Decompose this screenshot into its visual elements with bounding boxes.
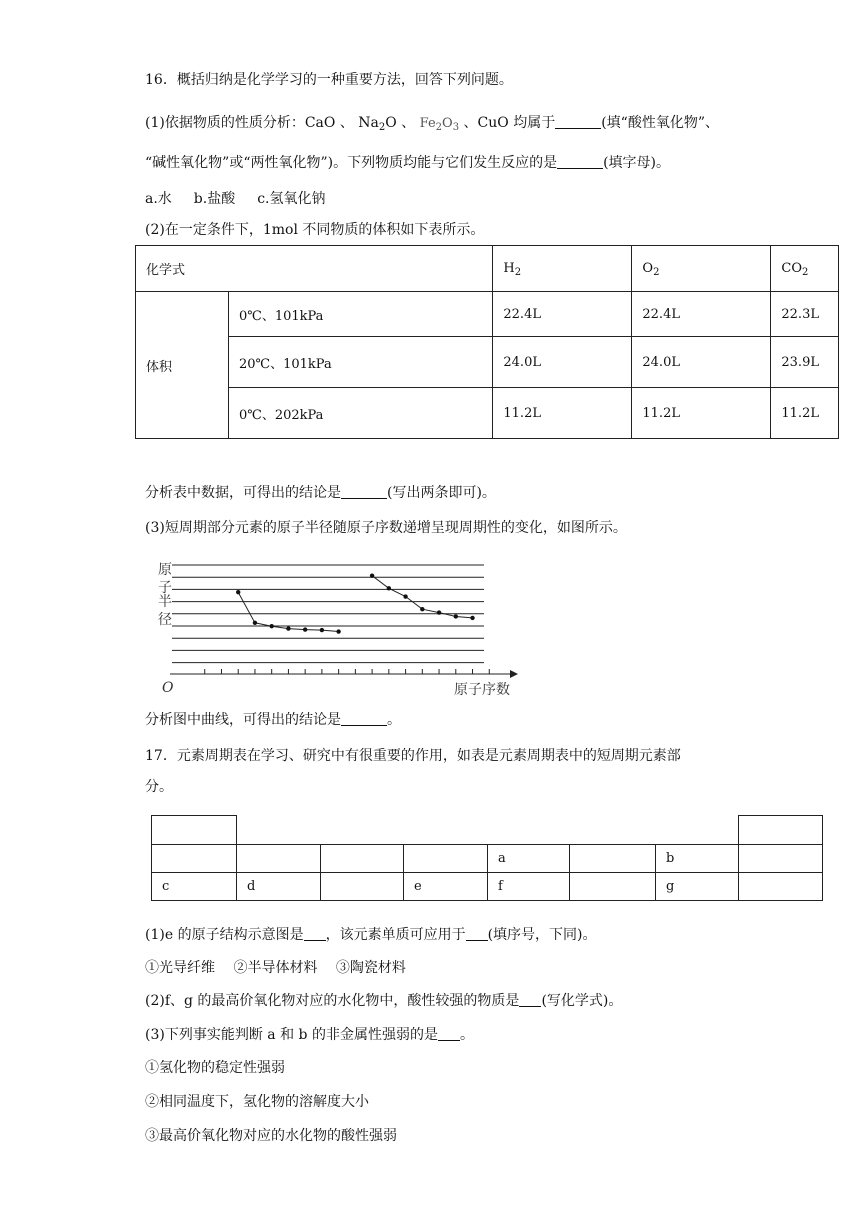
analysis1-suffix: (写出两条即可)。 (387, 485, 496, 501)
q17-part2 (145, 991, 622, 1011)
value-cell: 11.2L (493, 388, 632, 439)
value-cell: 24.0L (632, 337, 771, 388)
q16-options (145, 189, 326, 209)
q16-p1-prefix: (1)依据物质的性质分析：CaO 、 (145, 115, 359, 131)
volume-table (135, 245, 839, 439)
data-point (286, 626, 290, 630)
table-row (152, 873, 823, 901)
q17-p1-suffix: (填序号，下同)。 (487, 927, 597, 943)
value-cell: 22.3L (771, 292, 839, 337)
table-row (136, 337, 839, 388)
condition-cell: 0℃、202kPa (229, 388, 493, 439)
pt-cell (321, 873, 404, 901)
data-point (470, 616, 474, 620)
option-b: b.盐酸 (193, 191, 236, 207)
data-point (403, 594, 407, 598)
answer-blank (341, 711, 387, 726)
pt-gap (237, 816, 739, 845)
data-point (420, 607, 424, 611)
pt-cell (570, 873, 656, 901)
pt-cell (570, 845, 656, 873)
q17-p1-prefix: (1)e 的原子结构示意图是 (145, 927, 304, 943)
q17-p2-suffix: (写化学式)。 (541, 993, 623, 1009)
q17-title-line2: 分。 (145, 779, 173, 795)
ylabel-char: 径 (158, 612, 172, 628)
x-ticks (205, 669, 490, 674)
pt-cell-c: c (152, 873, 237, 901)
value-cell: 24.0L (493, 337, 632, 388)
q16-part2: (2)在一定条件下，1mol 不同物质的体积如下表所示。 (145, 222, 485, 238)
value-cell: 23.9L (771, 337, 839, 388)
data-point (303, 627, 307, 631)
table-row (136, 388, 839, 439)
pt-cell (321, 845, 404, 873)
data-point (253, 621, 257, 625)
table-row (152, 845, 823, 873)
atomic-radius-chart (148, 560, 528, 702)
q17-option-1: ①氢化物的稳定性强弱 (145, 1060, 285, 1076)
pt-cell (152, 816, 237, 845)
pt-cell-g: g (655, 873, 738, 901)
answer-blank (557, 154, 603, 169)
q16-p1-line2-text: “碱性氧化物”或“两性氧化物”)。下列物质均能与它们发生反应的是 (145, 155, 558, 171)
data-point (437, 610, 441, 614)
periodic-table-fragment (151, 815, 823, 901)
pt-cell (739, 873, 823, 901)
ylabel-char: 原 (158, 562, 172, 578)
chart-grid (172, 565, 484, 663)
answer-blank (304, 926, 326, 941)
q16-analysis2 (145, 710, 401, 730)
chart-series (236, 573, 475, 633)
q16-title: 16．概括归纳是化学学习的一种重要方法，回答下列问题。 (145, 72, 513, 88)
answer-blank (519, 992, 541, 1007)
answer-blank (438, 1026, 460, 1041)
formula-fe2o3: $Fe_2O_3$ (419, 116, 460, 133)
pt-cell (237, 845, 321, 873)
pt-cell-b: b (655, 845, 738, 873)
header-formula: 化学式 (136, 246, 493, 292)
ylabel-char: 子 (158, 580, 172, 596)
header-gas-h2: $H_2$ (493, 246, 632, 292)
q17-p1-middle: ，该元素单质可应用于 (325, 927, 466, 943)
q17-part1 (145, 925, 597, 945)
x-axis-arrow (510, 670, 518, 678)
table-header-row (136, 246, 839, 292)
data-point (454, 614, 458, 618)
pt-cell-a: a (488, 845, 570, 873)
pt-cell (152, 845, 237, 873)
data-point (387, 586, 391, 590)
value-cell: 22.4L (493, 292, 632, 337)
analysis1-prefix: 分析表中数据，可得出的结论是 (145, 485, 341, 501)
series-line-2 (372, 576, 472, 618)
header-gas-o2: $O_2$ (632, 246, 771, 292)
header-gas-co2: $CO_2$ (771, 246, 839, 292)
value-cell: 11.2L (771, 388, 839, 439)
data-point (320, 628, 324, 632)
pt-cell (739, 816, 823, 845)
q17-part3 (145, 1025, 474, 1045)
answer-blank (555, 114, 601, 129)
analysis2-suffix: 。 (387, 712, 401, 728)
data-point (370, 573, 374, 577)
table-row (136, 292, 839, 337)
data-point (336, 629, 340, 633)
q16-p1-after: (填“酸性氧化物”、 (601, 115, 719, 131)
q16-p1-suffix: 、CuO 均属于 (459, 115, 556, 131)
answer-blank (466, 926, 488, 941)
pt-cell-e: e (404, 873, 488, 901)
value-cell: 11.2L (632, 388, 771, 439)
pt-cell-d: d (237, 873, 321, 901)
option-a: a.水 (145, 191, 172, 207)
option-c: c.氢氧化钠 (257, 191, 326, 207)
value-cell: 22.4L (632, 292, 771, 337)
ylabel-char: 半 (158, 594, 172, 610)
condition-cell: 20℃、101kPa (229, 337, 493, 388)
q17-p3-prefix: (3)下列事实能判断 a 和 b 的非金属性强弱的是 (145, 1027, 438, 1043)
q16-part3: (3)短周期部分元素的原子半径随原子序数递增呈现周期性的变化，如图所示。 (145, 520, 627, 536)
q17-option-2: ②相同温度下，氢化物的溶解度大小 (145, 1094, 369, 1110)
xlabel: 原子序数 (454, 682, 510, 698)
pt-cell-f: f (488, 873, 570, 901)
q17-p3-suffix: 。 (459, 1027, 474, 1043)
q17-option-3: ③最高价氧化物对应的水化物的酸性强弱 (145, 1128, 397, 1144)
q16-analysis1 (145, 483, 496, 503)
q16-part1-line2 (145, 153, 670, 173)
answer-blank (341, 484, 387, 499)
q16-p1-line2-after: (填字母)。 (603, 155, 671, 171)
q17-title-line1: 17．元素周期表在学习、研究中有很重要的作用，如表是元素周期表中的短周期元素部 (145, 748, 681, 764)
origin-label: O (162, 680, 174, 696)
table-row (152, 816, 823, 845)
data-point (236, 590, 240, 594)
analysis2-prefix: 分析图中曲线，可得出的结论是 (145, 712, 341, 728)
data-point (269, 624, 273, 628)
formula-na2o: $Na_2O$ 、 (358, 115, 420, 133)
q16-part1-line1 (145, 113, 719, 134)
q17-p2-prefix: (2)f、g 的最高价氧化物对应的水化物中，酸性较强的物质是 (145, 993, 520, 1009)
q17-part1-options: ①光导纤维 ②半导体材料 ③陶瓷材料 (145, 960, 406, 976)
row-group-volume: 体积 (136, 292, 229, 439)
pt-cell (739, 845, 823, 873)
pt-cell (404, 845, 488, 873)
condition-cell: 0℃、101kPa (229, 292, 493, 337)
